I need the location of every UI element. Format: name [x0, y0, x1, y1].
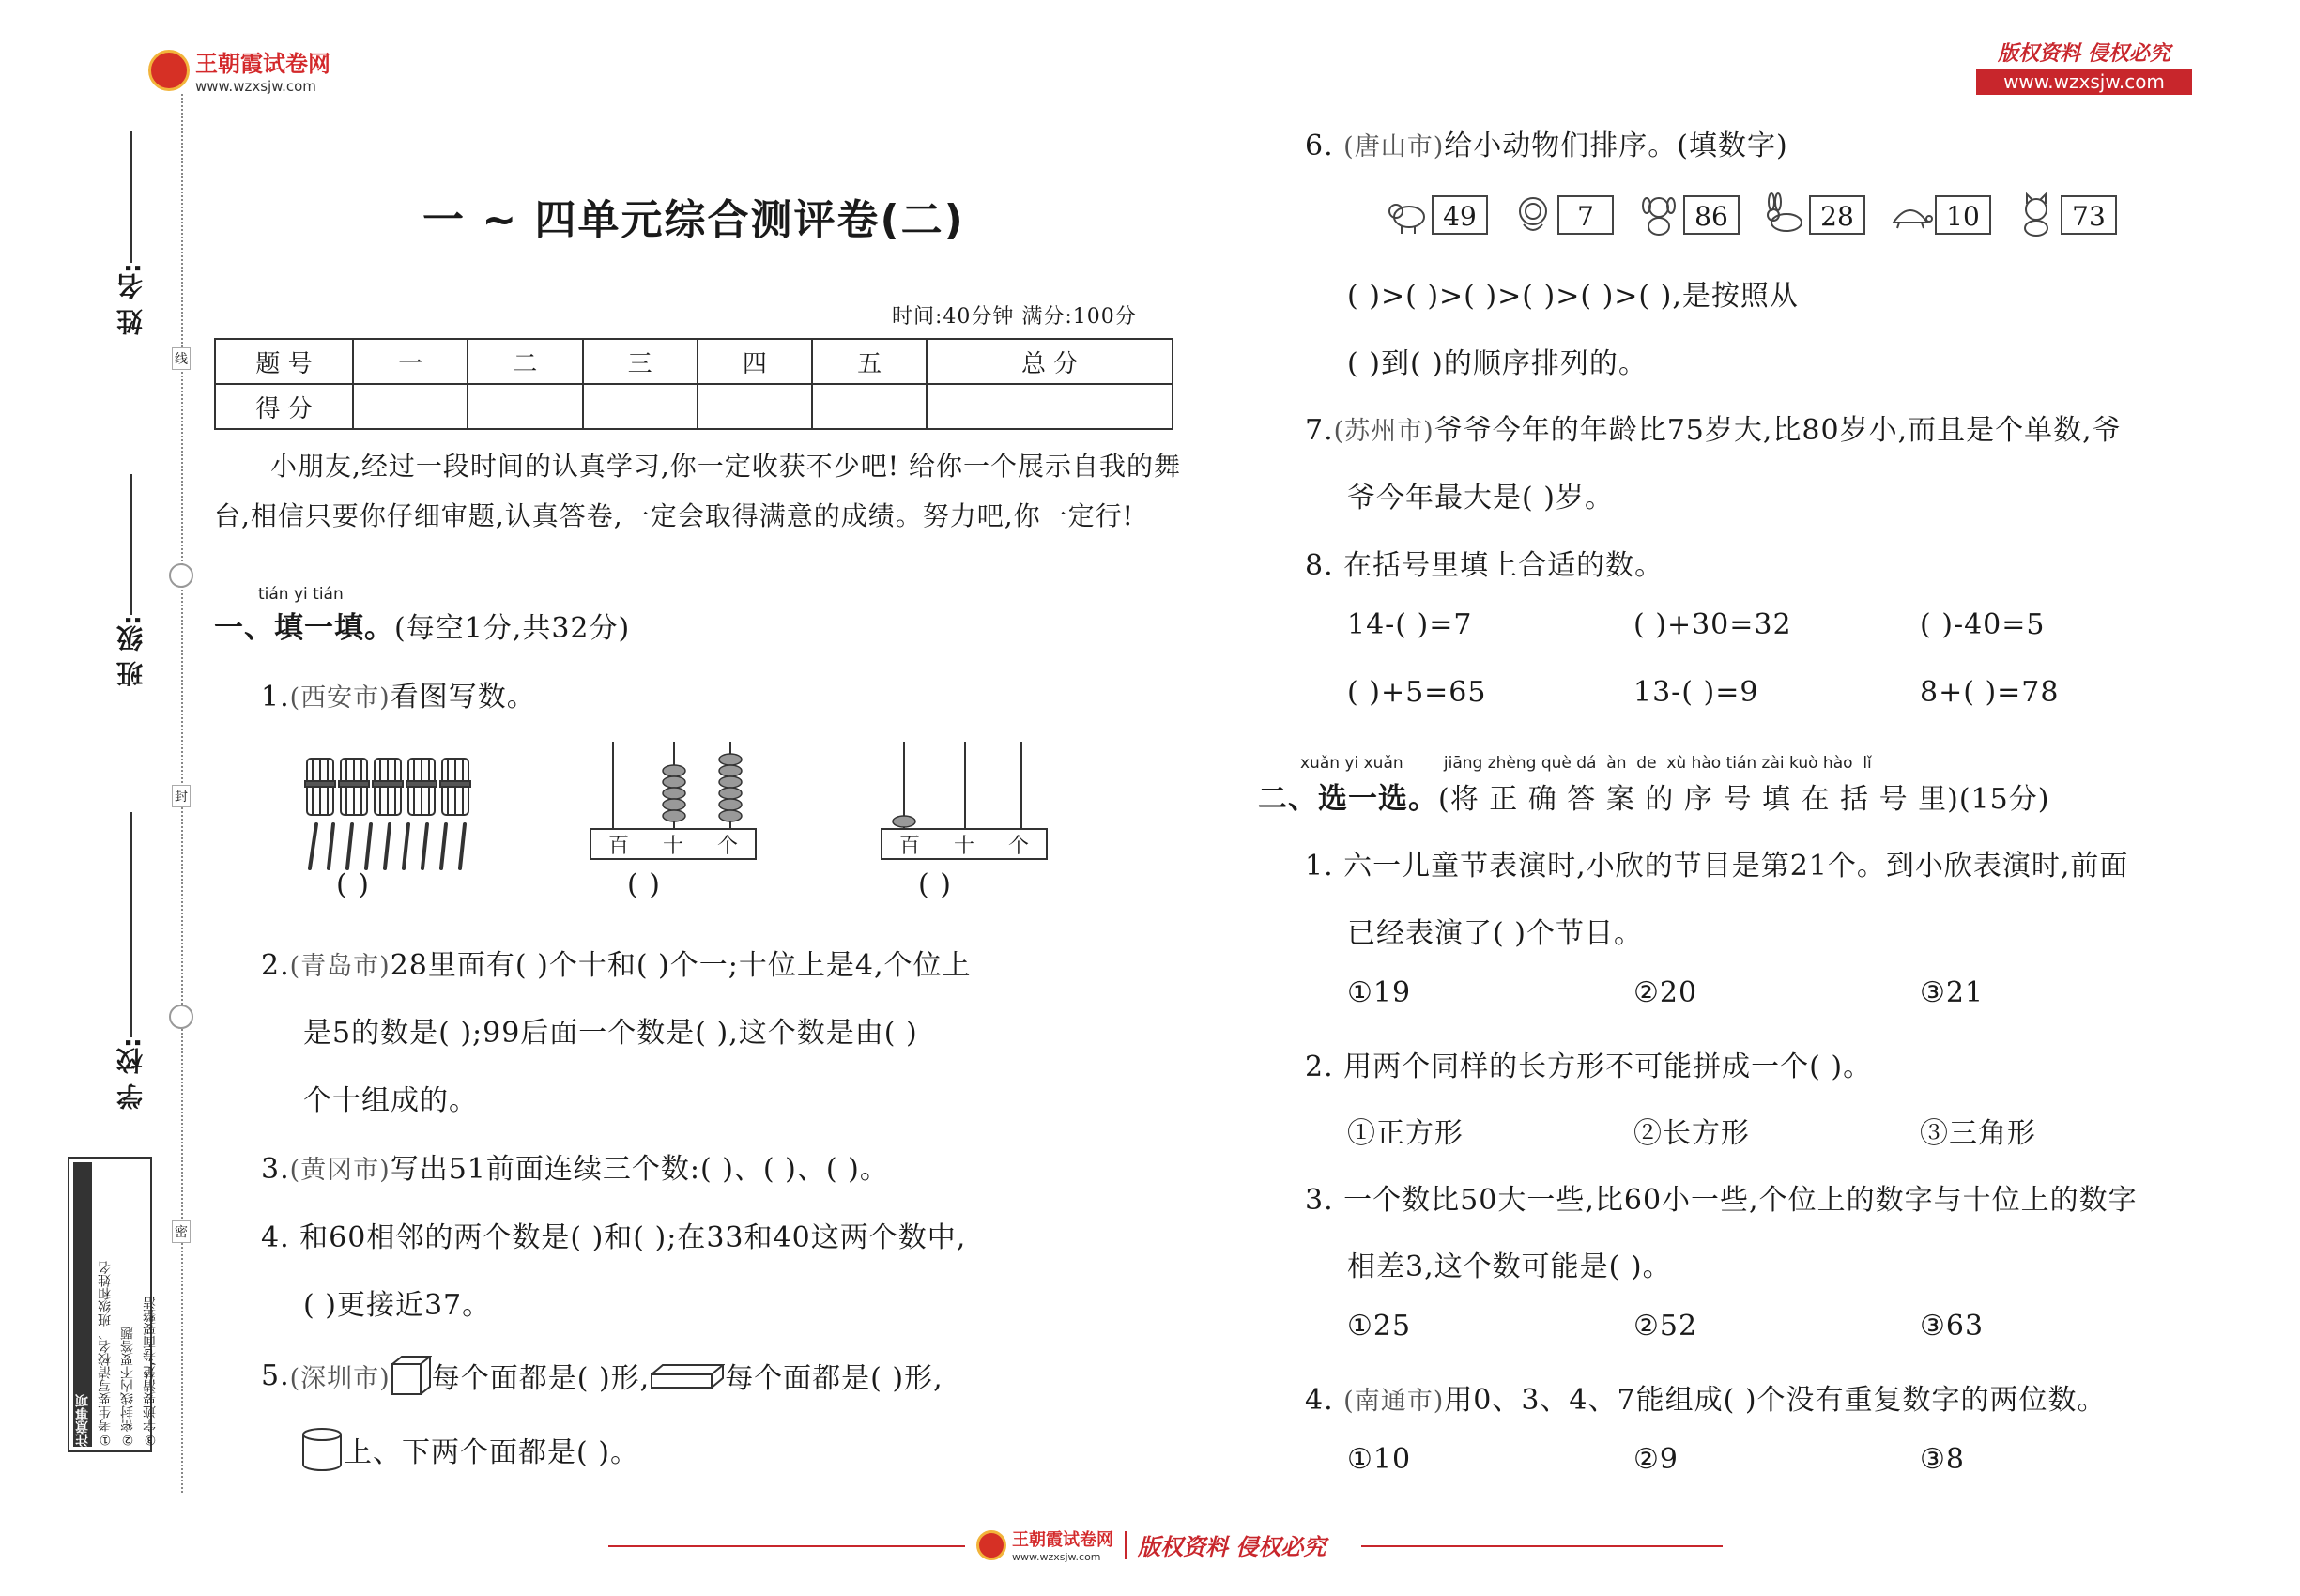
table-cell: 一 — [353, 339, 468, 384]
table-cell: 题 号 — [215, 339, 353, 384]
footer-copyright: 版权资料 侵权必究 — [1138, 1533, 1326, 1560]
logo-badge-icon — [148, 50, 190, 91]
q-number: 1. — [261, 681, 290, 714]
abacus-label: 个 — [1007, 834, 1029, 858]
copyright-text: 版权资料 侵权必究 — [1998, 41, 2170, 66]
question-1 — [261, 673, 536, 714]
choice-option[interactable]: ②9 — [1633, 1443, 1679, 1476]
q-number: 3. — [261, 1153, 290, 1186]
q-source: (青岛市) — [289, 952, 391, 981]
section2-title: 二、选一选。 — [1258, 782, 1438, 816]
class-label: 班 级: — [115, 615, 146, 687]
score-table — [214, 338, 1173, 430]
animal-item — [2014, 192, 2117, 238]
q-text: 每个面都是( )形, — [725, 1362, 943, 1395]
q-source: (唐山市) — [1343, 132, 1445, 161]
score-cell[interactable] — [698, 384, 812, 429]
question-7 — [1305, 407, 2122, 448]
rabbit-icon — [1762, 192, 1807, 238]
choice-option[interactable]: ②长方形 — [1633, 1117, 1750, 1150]
notes-box — [68, 1157, 158, 1452]
school-underline — [130, 812, 132, 1037]
stick-bundle-icon — [440, 759, 470, 815]
animal-item — [1636, 192, 1740, 238]
note-item: ①考生要写清校名、班级和姓名 — [98, 1261, 113, 1447]
section1-title: 一、填一填。 — [214, 611, 394, 645]
school-field[interactable] — [113, 812, 150, 1122]
table-cell: 五 — [812, 339, 927, 384]
choice-option[interactable]: ③8 — [1920, 1443, 1965, 1476]
score-cell[interactable] — [583, 384, 698, 429]
cat-icon — [2014, 192, 2059, 238]
dog-icon — [1636, 192, 1681, 238]
footer-divider — [1125, 1531, 1127, 1559]
cuboid-icon — [650, 1361, 725, 1389]
logo-url: www.wzxsjw.com — [1012, 1551, 1101, 1563]
number-box: 49 — [1432, 195, 1488, 235]
answer-paren[interactable]: ( ) — [918, 868, 952, 901]
q-number: 5. — [261, 1358, 290, 1392]
choice-question-line: 相差3,这个数可能是( )。 — [1347, 1251, 1672, 1283]
footer-logo — [976, 1527, 1326, 1563]
q-text: 爷爷今年的年龄比75岁大,比80岁小,而且是个单数,爷 — [1434, 414, 2122, 447]
abacus-label: 十 — [662, 834, 683, 858]
table-cell: 三 — [583, 339, 698, 384]
table-cell: 得 分 — [215, 384, 353, 429]
animal-item — [1888, 192, 1991, 238]
section2-heading — [1258, 775, 2049, 817]
section2-pinyin: xuǎn yi xuǎn jiāng zhèng què dá àn de xù hào tián zài kuò hào lǐ — [1300, 754, 1872, 773]
logo-name: 王朝霞试卷网 — [195, 51, 330, 77]
q-number: 8. — [1305, 549, 1334, 582]
choice-question — [1305, 1376, 2107, 1418]
q-text: 上、下两个面都是( )。 — [344, 1436, 639, 1469]
animal-item — [1510, 192, 1614, 238]
seal-circle-icon — [169, 1005, 193, 1029]
score-cell[interactable] — [927, 384, 1173, 429]
choice-question: 2. 用两个同样的长方形不可能拼成一个( )。 — [1305, 1051, 1873, 1083]
choice-question: 3. 一个数比50大一些,比60小一些,个位上的数字与十位上的数字 — [1305, 1184, 2138, 1217]
logo-name: 王朝霞试卷网 — [1012, 1530, 1113, 1550]
question-2-line: 个十组成的。 — [303, 1084, 478, 1117]
q-text: 写出51前面连续三个数:( )、( )、( )。 — [390, 1153, 889, 1186]
q-source: (西安市) — [289, 683, 391, 713]
answer-paren[interactable]: ( ) — [627, 868, 661, 901]
lamb-icon — [1385, 192, 1430, 238]
q-source: (南通市) — [1343, 1387, 1445, 1416]
q-text: 和60相邻的两个数是( )和( );在33和40这两个数中, — [299, 1221, 967, 1254]
time-info: 时间:40分钟 满分:100分 — [892, 305, 1137, 329]
choice-question: 1. 六一儿童节表演时,小欣的节目是第21个。到小欣表演时,前面 — [1305, 850, 2129, 882]
q-text: 每个面都是( )形, — [431, 1362, 651, 1395]
abacus-label: 十 — [953, 834, 974, 858]
question-2-line: 是5的数是( );99后面一个数是( ),这个数是由( ) — [303, 1017, 918, 1050]
footer-line-right — [1361, 1545, 1723, 1547]
abacus-label: 百 — [898, 834, 920, 858]
q-source: (苏州市) — [1333, 417, 1434, 446]
logo-url: www.wzxsjw.com — [195, 78, 316, 95]
table-cell: 二 — [468, 339, 582, 384]
cut-mark: 封 — [172, 785, 191, 807]
equation: 8+( )=78 — [1920, 676, 2060, 709]
intro-line: 小朋友,经过一段时间的认真学习,你一定收获不少吧! 给你一个展示自我的舞 — [270, 451, 1181, 482]
intro-line: 台,相信只要你仔细审题,认真答卷,一定会取得满意的成绩。努力吧,你一定行! — [214, 500, 1134, 531]
q-number: 2. — [261, 949, 290, 982]
question-4-line: ( )更接近37。 — [303, 1289, 492, 1322]
number-box: 7 — [1557, 195, 1614, 235]
score-cell[interactable] — [353, 384, 468, 429]
abacus-image — [590, 737, 759, 831]
abacus-base — [881, 828, 1048, 860]
copyright-url: www.wzxsjw.com — [1976, 69, 2192, 95]
cut-mark: 线 — [172, 347, 191, 370]
animal-item — [1762, 192, 1865, 238]
question-2 — [261, 942, 972, 983]
name-label: 姓 名: — [115, 263, 146, 335]
question-6-line: ( )到( )的顺序排列的。 — [1347, 347, 1648, 380]
number-box: 73 — [2061, 195, 2117, 235]
page-title: 一 ~ 四单元综合测评卷(二) — [422, 196, 965, 244]
cylinder-icon — [300, 1427, 344, 1472]
choice-option[interactable]: ①25 — [1347, 1310, 1412, 1343]
choice-option[interactable]: ③63 — [1920, 1310, 1985, 1343]
abacus-label: 百 — [607, 834, 629, 858]
name-underline — [130, 131, 132, 263]
turtle-icon — [1888, 192, 1933, 238]
choice-option[interactable]: ①正方形 — [1347, 1117, 1464, 1150]
choice-option[interactable]: ②52 — [1633, 1310, 1698, 1343]
number-box: 28 — [1809, 195, 1865, 235]
q-number: 7. — [1305, 414, 1334, 447]
animal-row — [1385, 192, 2117, 238]
class-underline — [130, 474, 132, 615]
table-cell: 总 分 — [927, 339, 1173, 384]
school-label: 学 校: — [115, 1037, 146, 1110]
q-text: 用0、3、4、7能组成( )个没有重复数字的两位数。 — [1444, 1384, 2107, 1417]
q-text: 给小动物们排序。(填数字) — [1444, 130, 1788, 162]
table-cell: 四 — [698, 339, 812, 384]
animal-item — [1385, 192, 1488, 238]
name-field[interactable] — [113, 131, 150, 338]
q-number: 4. — [1305, 1384, 1334, 1417]
logo-badge-icon — [976, 1530, 1006, 1560]
question-6 — [1305, 122, 1788, 163]
equation: ( )+5=65 — [1347, 676, 1487, 709]
cut-mark: 密 — [172, 1220, 191, 1243]
question-5 — [261, 1355, 943, 1396]
lion-icon — [1510, 192, 1556, 238]
section1-score: (每空1分,共32分) — [394, 612, 631, 645]
table-row — [215, 339, 1173, 384]
section1-pinyin: tián yi tián — [258, 585, 344, 604]
answer-paren[interactable]: ( ) — [336, 868, 370, 901]
stick-bundle-icon — [339, 759, 369, 815]
class-field[interactable] — [113, 474, 150, 699]
number-box: 86 — [1683, 195, 1740, 235]
number-box: 10 — [1935, 195, 1991, 235]
equation: 14-( )=7 — [1347, 608, 1473, 641]
q-number: 6. — [1305, 130, 1334, 162]
abacus-image — [881, 737, 1050, 831]
choice-option[interactable]: ①10 — [1347, 1443, 1412, 1476]
section1-heading — [214, 604, 630, 646]
q-text: 28里面有( )个十和( )个一;十位上是4,个位上 — [390, 949, 972, 982]
header-logo — [148, 45, 330, 95]
choice-option[interactable]: ①19 — [1347, 976, 1412, 1009]
question-3 — [261, 1145, 889, 1187]
choice-option[interactable]: ②20 — [1633, 976, 1698, 1009]
equation: ( )-40=5 — [1920, 608, 2046, 641]
q-text: 看图写数。 — [390, 681, 536, 714]
table-row — [215, 384, 1173, 429]
q-number: 4. — [261, 1221, 290, 1254]
stick-bundle-icon — [305, 759, 335, 815]
note-item: ③字迹要清楚,卷面要整洁 — [143, 1296, 158, 1447]
question-8 — [1305, 542, 1664, 583]
equation: ( )+30=32 — [1633, 608, 1792, 641]
stick-bundle-icon — [406, 759, 437, 815]
score-cell[interactable] — [812, 384, 927, 429]
stick-bundles-image — [296, 751, 483, 873]
q-source: (黄冈市) — [289, 1156, 391, 1185]
question-6-line: ( )>( )>( )>( )>( )>( ),是按照从 — [1347, 280, 1799, 313]
abacus-base — [590, 828, 757, 860]
q-source: (深圳市) — [289, 1363, 391, 1393]
notes-title: 注意事项 — [73, 1162, 92, 1447]
seal-circle-icon — [169, 563, 193, 588]
header-copyright — [1976, 38, 2192, 95]
stick-bundle-icon — [373, 759, 403, 815]
footer-line-left — [608, 1545, 965, 1547]
score-cell[interactable] — [468, 384, 582, 429]
section2-instruction: (将 正 确 答 案 的 序 号 填 在 括 号 里)(15分) — [1438, 783, 2050, 816]
equation: 13-( )=9 — [1633, 676, 1759, 709]
question-7-line: 爷今年最大是( )岁。 — [1347, 482, 1614, 514]
question-5-line — [300, 1427, 639, 1472]
choice-question-line: 已经表演了( )个节目。 — [1347, 917, 1643, 950]
q-text: 在括号里填上合适的数。 — [1343, 549, 1664, 582]
abacus-label: 个 — [716, 834, 738, 858]
cube-icon — [391, 1355, 432, 1396]
question-4 — [261, 1214, 966, 1255]
note-item: ②密封线内不要答题 — [120, 1327, 135, 1447]
choice-option[interactable]: ③三角形 — [1920, 1117, 2036, 1150]
choice-option[interactable]: ③21 — [1920, 976, 1985, 1009]
